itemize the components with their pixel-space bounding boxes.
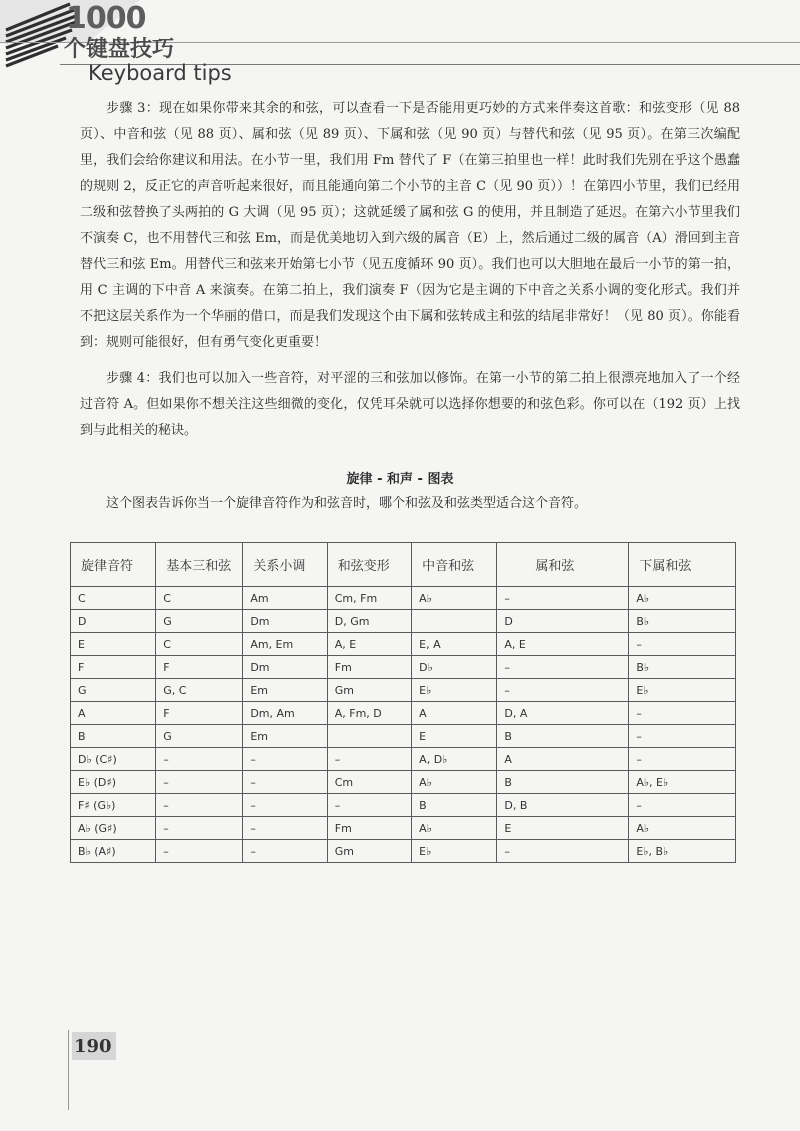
table-cell: – (629, 794, 736, 817)
table-cell: – (629, 748, 736, 771)
table-cell: A, Fm, D (327, 702, 411, 725)
table-cell: F (156, 702, 243, 725)
table-cell: D, A (497, 702, 629, 725)
table-cell: – (243, 748, 327, 771)
table-cell: – (156, 771, 243, 794)
table-cell: E (71, 633, 156, 656)
table-cell (412, 610, 497, 633)
table-cell: Gm (327, 679, 411, 702)
table-cell: Fm (327, 817, 411, 840)
table-cell: Dm (243, 656, 327, 679)
table-cell: E♭ (412, 679, 497, 702)
table-cell: E♭ (D♯) (71, 771, 156, 794)
table-cell: Am (243, 587, 327, 610)
table-cell: – (243, 840, 327, 863)
table-cell: D, Gm (327, 610, 411, 633)
table-cell: Em (243, 679, 327, 702)
table-cell: – (243, 771, 327, 794)
table-cell: F♯ (G♭) (71, 794, 156, 817)
table-cell: A (71, 702, 156, 725)
table-cell: E♭, B♭ (629, 840, 736, 863)
melody-harmony-table (70, 542, 736, 863)
table-row (71, 840, 736, 863)
table-cell: Dm, Am (243, 702, 327, 725)
table-cell: B (497, 725, 629, 748)
table-cell: C (71, 587, 156, 610)
table-cell: Cm, Fm (327, 587, 411, 610)
table-cell: C (156, 633, 243, 656)
book-title-cn: 个键盘技巧 (64, 37, 175, 62)
table-cell: – (629, 725, 736, 748)
table-row (71, 748, 736, 771)
table-row (71, 794, 736, 817)
column-header: 旋律音符 (71, 543, 156, 587)
chart-title: 旋律 - 和声 - 图表 (346, 472, 454, 487)
chart-description: 这个图表告诉你当一个旋律音符作为和弦音时，哪个和弦及和弦类型适合这个音符。 (106, 496, 588, 511)
table-cell: E♭ (629, 679, 736, 702)
page-header (0, 0, 800, 85)
table-cell: G, C (156, 679, 243, 702)
table-cell: – (243, 817, 327, 840)
table-cell: B (71, 725, 156, 748)
table-cell: C (156, 587, 243, 610)
table-cell: A (412, 702, 497, 725)
table-cell: D♭ (412, 656, 497, 679)
table-row (71, 656, 736, 679)
page-number: 190 (74, 1036, 112, 1057)
table-cell: A♭ (412, 771, 497, 794)
table-cell: E, A (412, 633, 497, 656)
table-body (71, 587, 736, 863)
table-cell: A♭ (629, 587, 736, 610)
column-header: 属和弦 (497, 543, 629, 587)
table-cell: E♭ (412, 840, 497, 863)
table-cell: B♭ (629, 656, 736, 679)
table-cell: Dm (243, 610, 327, 633)
table-cell: A, D♭ (412, 748, 497, 771)
table-row (71, 702, 736, 725)
paragraph-step4: 步骤 4：我们也可以加入一些音符，对平涩的三和弦加以修饰。在第一小节的第二拍上很漂亮地加入了一个经过音符 A。但如果你不想关注这些细微的变化，仅凭耳朵就可以选择你想要的和弦色彩。你可以在（192 页）上找到与此相关的秘诀。 (80, 371, 740, 438)
table-cell: B (497, 771, 629, 794)
table-cell: Am, Em (243, 633, 327, 656)
table-row (71, 587, 736, 610)
table-cell: Em (243, 725, 327, 748)
table-cell: A, E (497, 633, 629, 656)
table-cell: – (156, 748, 243, 771)
table-header-row (71, 543, 736, 587)
table-cell: – (156, 794, 243, 817)
table-cell (327, 725, 411, 748)
table-cell: D (71, 610, 156, 633)
table-cell: – (629, 633, 736, 656)
table-cell: A♭, E♭ (629, 771, 736, 794)
table-cell: E (497, 817, 629, 840)
table-row (71, 725, 736, 748)
table-cell: – (497, 840, 629, 863)
table-cell: – (327, 748, 411, 771)
table-cell: Fm (327, 656, 411, 679)
table-cell: – (156, 817, 243, 840)
table-cell: B (412, 794, 497, 817)
footer-rule (68, 1030, 69, 1110)
table-cell: Gm (327, 840, 411, 863)
table-cell: B♭ (629, 610, 736, 633)
table-cell: D♭ (C♯) (71, 748, 156, 771)
table-cell: A♭ (629, 817, 736, 840)
table-cell: – (497, 656, 629, 679)
table-cell: A, E (327, 633, 411, 656)
paragraph-step3: 步骤 3：现在如果你带来其余的和弦，可以查看一下是否能用更巧妙的方式来伴奏这首歌：和弦变形（见 88 页）、中音和弦（见 88 页）、属和弦（见 89 页）、下属和弦（见 90 页）与替代和弦（见 95 页）。在第三次编配里，我们会给你建议和用法。在小节一里，我们用 Fm 替代了 F（在第三拍里也一样！此时我们先别在乎这个愚蠢的规则 2，反正它的声音听起来很好，而且能通向第二个小节的主音 C（见 90 页））！在第四小节里，我们已经用二级和弦替换了头两拍的 G 大调（见 95 页）；这就延缓了属和弦 G 的使用，并且制造了延迟。在第六小节里我们不演奏 C，也不用替代三和弦 Em，而是优美地切入到六级的属音（E）上，然后通过二级的属音（A）滑回到主音替代三和弦 Em。用替代三和弦来开始第七小节（见五度循环 90 页）。我们也可以大胆地在最后一小节的第一拍，用 C 主调的下中音 A 来演奏。在第二拍上，我们演奏 F（因为它是主调的下中音之关系小调的变化形式。我们并不把这层关系作为一个华丽的借口，而是我们发现这个由下属和弦转成主和弦的结尾非常好！（见 80 页）。你能看到：规则可能很好，但有勇气变化更重要！ (80, 101, 740, 350)
table-cell: G (156, 610, 243, 633)
table-row (71, 679, 736, 702)
table-cell: D, B (497, 794, 629, 817)
table-row (71, 771, 736, 794)
column-header: 和弦变形 (327, 543, 411, 587)
table-cell: A (497, 748, 629, 771)
table-cell: E (412, 725, 497, 748)
table-row (71, 633, 736, 656)
table-row (71, 610, 736, 633)
column-header: 中音和弦 (412, 543, 497, 587)
column-header: 基本三和弦 (156, 543, 243, 587)
column-header: 关系小调 (243, 543, 327, 587)
table-cell: – (156, 840, 243, 863)
table-cell: A♭ (412, 587, 497, 610)
table-row (71, 817, 736, 840)
table-cell: A♭ (G♯) (71, 817, 156, 840)
table-cell: – (497, 679, 629, 702)
table-cell: A♭ (412, 817, 497, 840)
table-cell: – (497, 587, 629, 610)
table-cell: – (327, 794, 411, 817)
table-cell: – (243, 794, 327, 817)
table-cell: G (71, 679, 156, 702)
table-cell: G (156, 725, 243, 748)
table-cell: B♭ (A♯) (71, 840, 156, 863)
book-number: 1000 (66, 1, 146, 36)
table-cell: F (156, 656, 243, 679)
book-title-en: Keyboard tips (88, 61, 232, 85)
table-cell: D (497, 610, 629, 633)
table-cell: Cm (327, 771, 411, 794)
column-header: 下属和弦 (629, 543, 736, 587)
table-cell: F (71, 656, 156, 679)
table-cell: – (629, 702, 736, 725)
